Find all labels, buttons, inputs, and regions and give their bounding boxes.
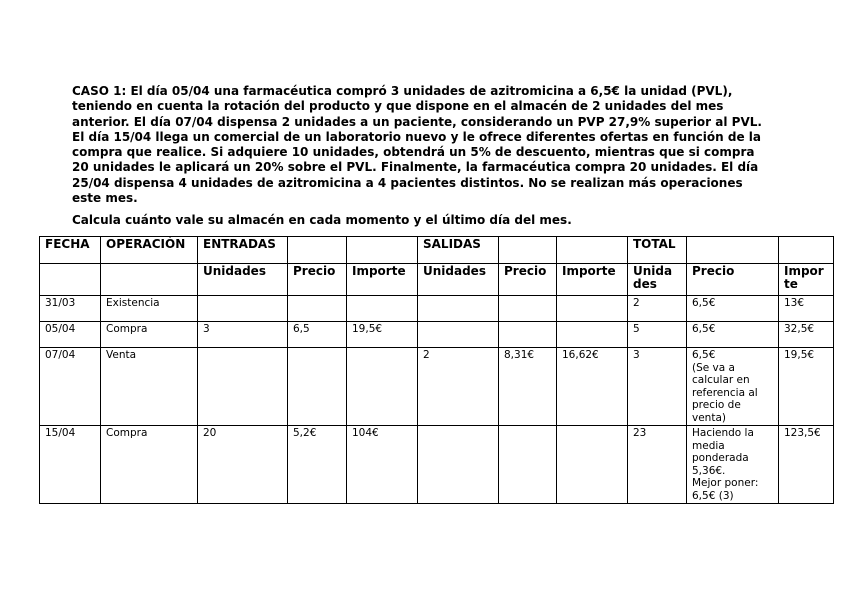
table-cell: Compra [101, 426, 198, 504]
table-cell: 13€ [779, 296, 834, 322]
table-cell [418, 322, 499, 348]
header-cell [101, 264, 198, 296]
table-cell: 05/04 [40, 322, 101, 348]
table-cell: 19,5€ [347, 322, 418, 348]
table-cell [557, 426, 628, 504]
header-cell: Precio [288, 264, 347, 296]
table-cell [288, 348, 347, 426]
table-cell [347, 348, 418, 426]
header-cell: ENTRADAS [198, 237, 288, 264]
table-cell: Venta [101, 348, 198, 426]
header-cell: SALIDAS [418, 237, 499, 264]
table-row [40, 322, 834, 348]
header-cell: Importe [347, 264, 418, 296]
table-cell: 23 [628, 426, 687, 504]
header-cell: Impor te [779, 264, 834, 296]
table-cell [557, 296, 628, 322]
table-cell [499, 296, 557, 322]
header-cell [40, 264, 101, 296]
table-cell: Existencia [101, 296, 198, 322]
table-cell: 2 [418, 348, 499, 426]
table-cell: 31/03 [40, 296, 101, 322]
table-cell [347, 296, 418, 322]
table-cell [288, 296, 347, 322]
header-cell [557, 237, 628, 264]
table-cell: 2 [628, 296, 687, 322]
header-cell [687, 237, 779, 264]
question-statement: Calcula cuánto vale su almacén en cada momento y el último día del mes. [72, 213, 572, 227]
table-cell [198, 296, 288, 322]
table-cell: 07/04 [40, 348, 101, 426]
header-cell: Unidades [198, 264, 288, 296]
header-cell [288, 237, 347, 264]
header-cell: Unidades [418, 264, 499, 296]
case-statement: CASO 1: El día 05/04 una farmacéutica compró 3 unidades de azitromicina a 6,5€ la unidad (PVL), teniendo en cuenta la rotación del producto y que dispone en el almacén de 2 unidades del mes anterior. El día 07/04 dispensa 2 unidades a un paciente, considerando un PVP 27,9% superior al PVL. El día 15/04 llega un comercial de un laboratorio nuevo y le ofrece diferentes ofertas en función de la compra que realice. Si adquiere 10 unidades, obtendrá un 5% de descuento, mientras que si compra 20 unidades le aplicará un 20% sobre el PVL. Finalmente, la farmacéutica compra 20 unidades. El día 25/04 dispensa 4 unidades de azitromicina a 4 pacientes distintos. No se realizan más operaciones este mes. [72, 84, 762, 206]
inventory-table [39, 236, 834, 504]
table-cell: Compra [101, 322, 198, 348]
table-cell: 20 [198, 426, 288, 504]
table-cell: 123,5€ [779, 426, 834, 504]
table-cell: 6,5€ [687, 296, 779, 322]
table-cell: 6,5 [288, 322, 347, 348]
header-row-2 [40, 264, 834, 296]
table-cell [198, 348, 288, 426]
header-cell [347, 237, 418, 264]
table-cell: 32,5€ [779, 322, 834, 348]
table-cell [499, 426, 557, 504]
table-cell: 6,5€ [687, 322, 779, 348]
header-cell: Importe [557, 264, 628, 296]
header-cell [779, 237, 834, 264]
table-cell: 3 [198, 322, 288, 348]
table-row [40, 426, 834, 504]
table-cell: 5 [628, 322, 687, 348]
header-cell: Unida des [628, 264, 687, 296]
table-cell: 8,31€ [499, 348, 557, 426]
table-cell: 19,5€ [779, 348, 834, 426]
table-cell: 104€ [347, 426, 418, 504]
table-cell: 16,62€ [557, 348, 628, 426]
header-cell: Precio [687, 264, 779, 296]
table-cell: 3 [628, 348, 687, 426]
table-cell [418, 296, 499, 322]
header-cell: FECHA [40, 237, 101, 264]
table-row [40, 348, 834, 426]
table-cell: Haciendo la media ponderada 5,36€. Mejor poner: 6,5€ (3) [687, 426, 779, 504]
table-cell [557, 322, 628, 348]
header-cell: TOTAL [628, 237, 687, 264]
table-cell: 15/04 [40, 426, 101, 504]
header-row-1 [40, 237, 834, 264]
table-cell: 5,2€ [288, 426, 347, 504]
header-cell [499, 237, 557, 264]
table-cell [499, 322, 557, 348]
table-row [40, 296, 834, 322]
table-cell [418, 426, 499, 504]
header-cell: OPERACIÓN [101, 237, 198, 264]
table-cell: 6,5€ (Se va a calcular en referencia al precio de venta) [687, 348, 779, 426]
header-cell: Precio [499, 264, 557, 296]
